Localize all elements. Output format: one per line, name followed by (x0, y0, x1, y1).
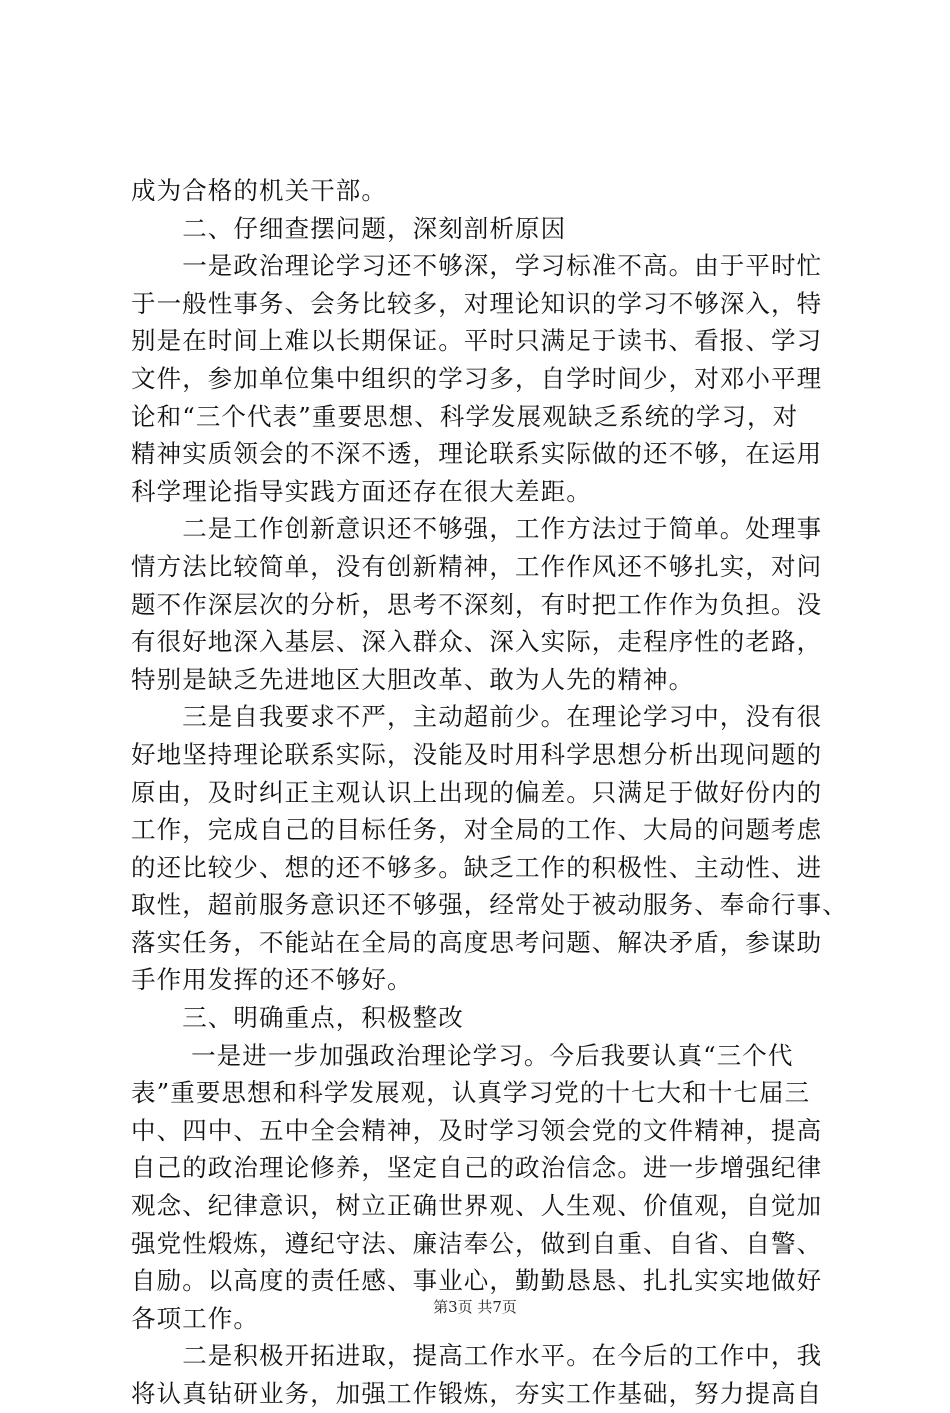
text-line: 各项工作。 (131, 1303, 259, 1333)
text-line: 三是自我要求不严，主动超前少。在理论学习中，没有很 (131, 702, 823, 732)
page-number-footer: 第3页 共7页 (433, 1298, 517, 1316)
text-line: 精神实质领会的不深不透，理论联系实际做的还不够，在运用 (131, 439, 823, 469)
text-line: 于一般性事务、会务比较多，对理论知识的学习不够深入，特 (131, 288, 823, 318)
text-line: 文件，参加单位集中组织的学习多，自学时间少，对邓小平理 (131, 363, 823, 393)
text-line: 取性，超前服务意识还不够强，经常处于被动服务、奉命行事、 (131, 890, 848, 920)
text-line: 自己的政治理论修养，坚定自己的政治信念。进一步增强纪律 (131, 1153, 823, 1183)
section-heading: 二、仔细查摆问题，深刻剖析原因 (131, 213, 567, 243)
text-line: 二是工作创新意识还不够强，工作方法过于简单。处理事 (131, 514, 823, 544)
document-body (131, 172, 848, 1413)
text-line: 别是在时间上难以长期保证。平时只满足于读书、看报、学习 (131, 326, 823, 356)
text-line: 题不作深层次的分析，思考不深刻，有时把工作作为负担。没 (131, 589, 823, 619)
text-line: 的还比较少、想的还不够多。缺乏工作的积极性、主动性、进 (131, 852, 823, 882)
text-line: 工作，完成自己的目标任务，对全局的工作、大局的问题考虑 (131, 815, 823, 845)
text-line: 落实任务，不能站在全局的高度思考问题、解决矛盾，参谋助 (131, 927, 823, 957)
text-line: 论和“三个代表”重要思想、科学发展观缺乏系统的学习，对 (131, 401, 799, 431)
text-line: 将认真钻研业务，加强工作锻炼，夯实工作基础，努力提高自 (131, 1379, 823, 1408)
text-line: 成为合格的机关干部。 (131, 176, 387, 205)
text-line: 手作用发挥的还不够好。 (131, 965, 413, 995)
text-line: 好地坚持理论联系实际，没能及时用科学思想分析出现问题的 (131, 739, 823, 769)
text-line: 特别是缺乏先进地区大胆改革、敢为人先的精神。 (131, 664, 695, 694)
text-line: 情方法比较简单，没有创新精神，工作作风还不够扎实，对问 (131, 551, 823, 581)
text-line: 强党性煅炼，遵纪守法、廉洁奉公，做到自重、自省、自警、 (131, 1228, 823, 1258)
text-line: 表”重要思想和科学发展观，认真学习党的十七大和十七届三 (131, 1078, 811, 1108)
text-line: 原由，及时纠正主观认识上出现的偏差。只满足于做好份内的 (131, 777, 823, 807)
section-heading: 三、明确重点，积极整改 (131, 1003, 464, 1033)
text-line: 一是进一步加强政治理论学习。今后我要认真“三个代 (131, 1040, 794, 1070)
text-line: 观念、纪律意识，树立正确世界观、人生观、价值观，自觉加 (131, 1191, 823, 1221)
text-line: 科学理论指导实践方面还存在很大差距。 (131, 476, 592, 506)
text-line: 自励。以高度的责任感、事业心，勤勤恳恳、扎扎实实地做好 (131, 1266, 823, 1296)
text-line: 一是政治理论学习还不够深，学习标准不高。由于平时忙 (131, 251, 823, 281)
text-line: 二是积极开拓进取，提高工作水平。在今后的工作中，我 (131, 1341, 823, 1371)
text-line: 有很好地深入基层、深入群众、深入实际，走程序性的老路， (131, 627, 823, 657)
text-line: 中、四中、五中全会精神，及时学习领会党的文件精神，提高 (131, 1115, 823, 1145)
